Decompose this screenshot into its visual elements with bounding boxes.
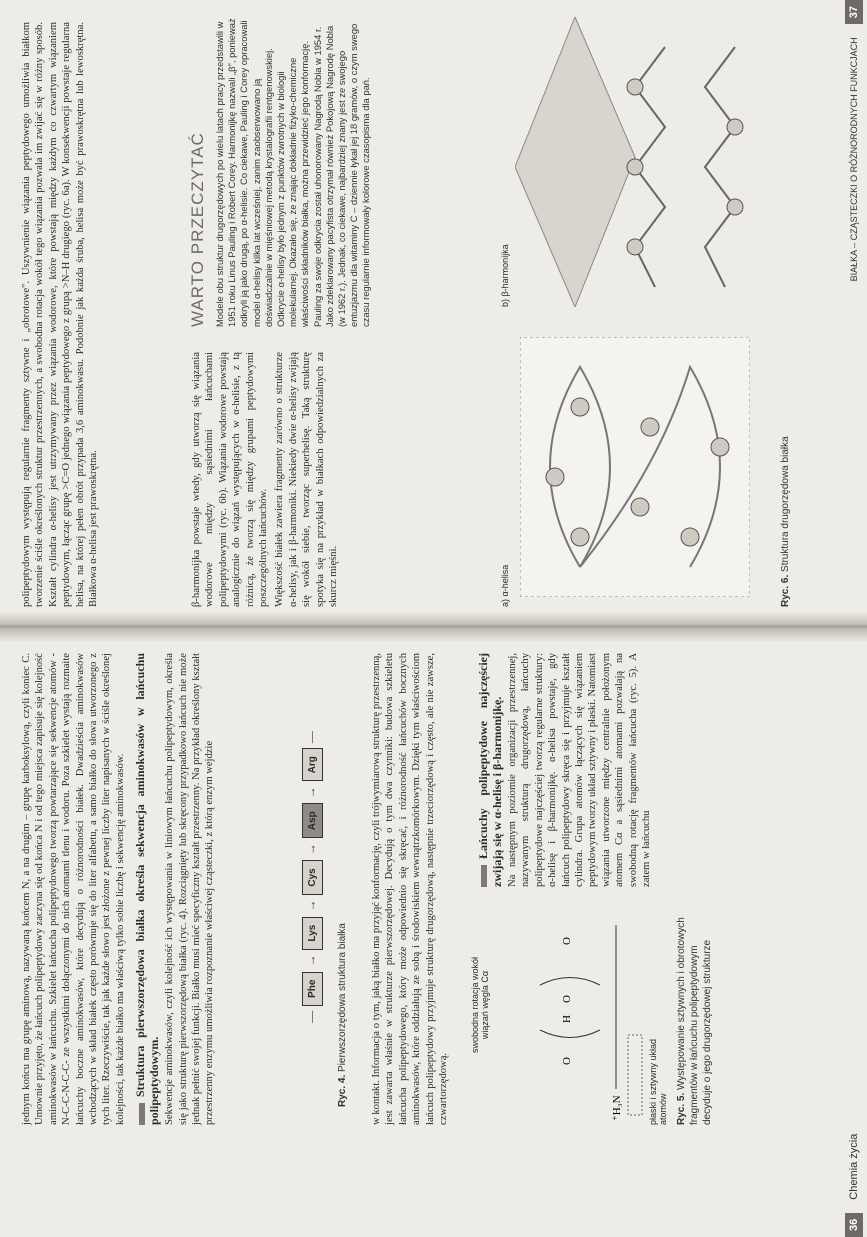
rigid-fragments-paragraph: polipeptydowym występują regularnie fragmenty sztywne i „obrotowe". Uszywnienie wiązania peptydowego umożliwia białkom tworzenie ściśle określonych struktur przestrzennych, a swobodna rotacja wokół tego wiązania pozwala im zwijać się w różny sposób. Kształt cylindra α-helisy jest utrzymywany przez wiązania wodorowe, które powstają między każdym co czwartym wiązaniem peptydowym, łącząc grupę >C=O jednego wiązania peptydowego z grupą >N–H drugiego (ryc. 6a). W konsekwencji powstaje regularna helisa, na której pełen obrót przypada 3,6 aminokwasu. Podobnie jak każda śruba, helisa może być prawoskrętna lub lewoskrętna. Białkowa α-helisa jest prawoskrętna. xyxy=(21,22,100,607)
heading-secondary-structure: Łańcuchy polipeptydowe najczęściej zwijają się w α-helisę i β-harmonijkę. xyxy=(476,653,504,887)
sequence-row: —Phe→Lys→Cys→Asp→Arg— xyxy=(302,647,323,1107)
page-number-left: 36 xyxy=(845,1213,863,1237)
right-page xyxy=(0,0,867,617)
beta-sheet-diagram xyxy=(515,17,765,307)
peptide-chain-diagram xyxy=(500,905,670,1125)
aa-asp: Asp xyxy=(302,803,323,838)
secondary-structure-paragraph: Na następnym poziomie organizacji przestrzennej, nazywanym strukturą drugorzędową, łańcuchy polipeptydowe najczęściej tworzą regularne struktury: α-helisę i β-harmonijkę. α-helisa powstaje, gdy łańcuch polipeptydowy skręca się i przyjmuje kształt cylindra. Grupa atomów łączących się wiązaniem peptydowym tworzy układ sztywny i płaski. Natomiast wiązania utworzone między centralnie położonym atomem Cα a sąsiednimi atomami pozwalają na swobodną rotację fragmentów łańcucha (ryc. 5). A zatem w łańcuchu xyxy=(507,653,653,887)
heading-bar xyxy=(481,865,487,887)
left-page xyxy=(0,637,867,1237)
running-title-left: Chemia życia xyxy=(848,1133,860,1200)
right-column-top xyxy=(20,22,103,607)
conformation-paragraph: w kontakt. Informacja o tym, jaką białko ma przyjąć konformację, czyli trójwymiarową strukturę przestrzenną, jest zawarta właśnie w strukturze pierwszorzędowej. Decydują o tym dwa czynniki: budowa szkieletu łańcucha polipeptydowego, który może odpowiednio się skręcać, i różnorodność łańcuchów bocznych aminokwasów, które oddziałują ze sobą i środowiskiem wewnątrzkomórkowym. Dzięki tym właściwościom łańcuch polipeptydowy przyjmuje strukturę drugorzędową, następnie trzeciorzędową i często, ale nie zawsze, czwartorzędową. xyxy=(371,653,450,1125)
superhelix-paragraph: Większość białek zawiera fragmenty zarówno o strukturze α-helisy, jak i β-harmoniki. Niekiedy dwie α-helisy zwijają się wokół siebie, tworząc superhelisę. Taką strukturę spotyka się na przykład w białkach odpowiedzialnych za skurcz mięśni. xyxy=(274,352,340,607)
beta-sheet-paragraph: β-harmonijka powstaje wtedy, gdy utworzą się wiązania wodorowe między sąsiednimi łańcuchami polipeptydowymi (ryc. 6b). Wiązania wodorowe powstają analogicznie do wiązań występujących w α-helisie, z tą różnicą, że tworzą się między grupami peptydowymi poszczególnych łańcuchów. xyxy=(191,352,270,607)
fig5-caption: Ryc. 5. Występowanie sztywnych i obrotowych fragmentów w łańcuchu polipeptydowym decyduje o jego drugorzędowej strukturze xyxy=(676,917,713,1125)
figure-5 xyxy=(470,905,830,1125)
left-column-middle xyxy=(370,653,453,1125)
figure-6 xyxy=(500,12,810,607)
book-gutter xyxy=(0,613,867,641)
left-column-right xyxy=(470,653,656,887)
aa-arg: Arg xyxy=(302,748,323,781)
fig6-caption: Ryc. 6. Struktura drugorzędowa białka xyxy=(780,436,791,607)
left-column-top xyxy=(20,653,220,1125)
left-footer xyxy=(845,637,867,1237)
fig5-rotation-label: swobodna rotacja wokół wiązań węgla Cα xyxy=(470,956,490,1054)
running-title-right: BIAŁKA – CZĄSTECZKI O RÓŻNORODNYCH FUNKCJACH xyxy=(849,37,859,282)
alpha-helix-diagram xyxy=(520,337,750,597)
h3n-text: ⁺H₃N xyxy=(611,1095,623,1121)
svg-text:O: O xyxy=(561,995,573,1003)
svg-text:O: O xyxy=(561,937,573,945)
aa-lys: Lys xyxy=(302,917,323,950)
figure-4 xyxy=(302,647,348,1107)
page-number-right: 37 xyxy=(845,0,863,24)
right-column-left xyxy=(190,352,343,607)
aa-cys: Cys xyxy=(302,860,323,894)
fig5-plane-label: płaski i sztywny układ atomów xyxy=(648,1038,668,1125)
primary-structure-paragraph: Sekwencje aminokwasów, czyli kolejność ich występowania w liniowym łańcuchu polipeptydowym, określa się jako strukturę pierwszorzędową białka (ryc. 4). Rozciągnięty lub skręcony przypadkowo łańcuch nie może jednak pełnić swojej funkcji. Białko musi mieć specyficzny kształt przestrzenny. Na przykład określony kształt przestrzenny enzymu umożliwia rozpoznanie właściwej cząsteczki, z którą enzym wejdzie xyxy=(164,653,216,1125)
fig6a-label: a) α-helisa xyxy=(500,564,510,607)
intro-paragraph: jednym końcu ma grupę aminową, nazywaną końcem N, a na drugim – grupę karboksylową, czyli koniec C. Umownie przyjęto, że łańcuch polipeptydowy zaczyna się od końca N i od tego miejsca zapisuje się kolejność aminokwasów w łańcuchu. Szkielet łańcucha polipeptydowego tworzą powtarzające się sekwencje atomów -N-C-C-N-C-C- ze wszystkimi dołączonymi do nich atomami tlenu i wodoru. Poza szkielet wystają rozmaite łańcuchy boczne aminokwasów, które decydują o różnorodności białek. Dwadzieścia aminokwasów wchodzących w skład białek często porównuje się do liter alfabetu, a samo białko do słowa utworzonego z tych liter. Rzeczywiście, tak jak każde słowo jest złożone z pewnej liczby liter napisanych w ściśle określonej kolejności, tak każde białko ma właściwą tylko sobie liczbę i sekwencję aminokwasów. xyxy=(21,653,126,1125)
worth-reading-title: WARTO PRZECZYTAĆ xyxy=(188,132,207,327)
right-footer xyxy=(845,0,867,617)
svg-text:O: O xyxy=(561,1057,573,1065)
heading-primary-structure: Struktura pierwszorzędowa białka określa sekwencja aminokwasów w łańcuchu polipeptydowym. xyxy=(133,653,162,1125)
svg-text:H: H xyxy=(561,1015,573,1023)
aa-phe: Phe xyxy=(302,972,323,1006)
heading-bar xyxy=(139,1103,145,1125)
fig4-caption: Ryc. 4. Pierwszorzędowa struktura białka xyxy=(337,923,348,1107)
fig6b-label: b) β-harmonijka xyxy=(500,244,510,307)
worth-reading-text: Modele obu struktur drugorzędowych po wielu latach pracy przedstawili w 1951 roku Linus Pauling i Robert Corey. Harmonijkę nazwali „β", ponieważ odkryli ją jako drugą, po α-helisie. Co ciekawe, Pauling i Corey opracowali model α-helisy kilka lat wcześniej, zanim zaobserwowano ją doświadczalnie w mięśniowej metodą krystalografii rentgenowskiej. Odkrycie α-helisy było jednym z punktów zwrotnych w biologii molekularnej. Okazało się, że znając dokładnie fizyko-chemiczne właściwości składników białka, można przewidzieć jego konformację. Pauling za swoje odkrycia został uhonorowany Nagrodą Nobla w 1954 r. Jako zdeklarowany pacyfista otrzymał również Pokojową Nagrodę Nobla (w 1962 r.). Jednak, co ciekawe, najbardziej znany jest ze swojego entuzjazmu dla witaminy C – dziennie łykał jej 18 gramów, o czym swego czasu regularnie informowały kolorowe czasopisma dla pań. xyxy=(214,18,372,327)
worth-reading-box xyxy=(180,17,373,327)
